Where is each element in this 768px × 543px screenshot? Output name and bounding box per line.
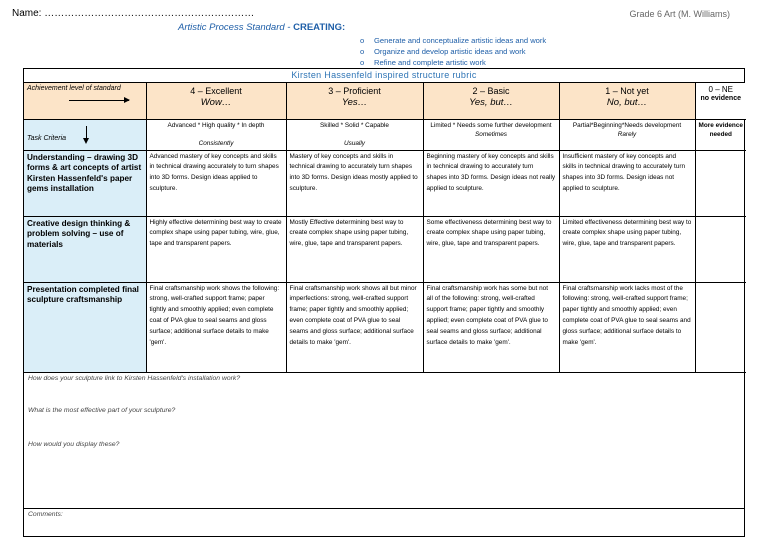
rubric-cell[interactable]: Final craftsmanship work shows all but minor imperfections: strong, well-crafted support frame; paper tightly and smoothly applied; even complete coat of PVA glue to seal seams and gloss surface; additional surface details to make 'gem'.	[286, 282, 423, 372]
frequency-text: Usually	[344, 140, 365, 148]
bullet-text: Refine and complete artistic work	[374, 58, 486, 67]
level-sub: Wow…	[200, 97, 232, 108]
bullet-glyph: o	[360, 47, 365, 56]
level-descriptor	[286, 119, 423, 150]
down-arrow-icon	[86, 126, 87, 142]
level-descriptor	[559, 119, 695, 150]
standard-suffix: :	[342, 22, 346, 33]
level-sub: No, but…	[606, 97, 648, 108]
level-header-proficient	[286, 83, 423, 119]
rubric-cell[interactable]: Insufficient mastery of key concepts and skills in technical drawing to accurately turn shapes into 3D forms. Design ideas not applied to sculpture.	[559, 150, 695, 216]
level-label: 0 – NE	[708, 85, 733, 94]
level-header-no-evidence	[695, 83, 746, 119]
criterion-understanding: Understanding – drawing 3D forms & art concepts of artist Kirsten Hassenfeld's paper gems installation	[24, 150, 146, 216]
comments-label: Comments:	[28, 510, 63, 518]
name-line	[12, 8, 254, 19]
rubric-cell[interactable]	[695, 216, 746, 282]
standard-heading	[178, 22, 345, 33]
bullet-glyph: o	[360, 36, 365, 45]
level-label: 4 – Excellent	[190, 86, 242, 96]
rubric-cell[interactable]: Final craftsmanship work lacks most of the following: strong, well-crafted support frame; paper tightly and smoothly applied; even complete coat of PVA glue to seal seams and gloss surface; additional surface details to make 'gem'.	[559, 282, 695, 372]
reflection-questions	[24, 373, 744, 508]
level-sub: Yes, but…	[469, 97, 513, 108]
rubric-cell[interactable]: Some effectiveness determining best way to create complex shape using paper tubing, wire, glue, tape and transparent papers.	[423, 216, 559, 282]
rubric-cell[interactable]: Beginning mastery of key concepts and skills in technical drawing to accurately turn shapes into 3D forms. Design ideas not really applied to sculpture.	[423, 150, 559, 216]
question-display[interactable]: How would you display these?	[28, 440, 120, 448]
level-header-not-yet	[559, 83, 695, 119]
question-link[interactable]: How does your sculpture link to Kirsten Hassenfeld's installation work?	[28, 374, 241, 382]
achievement-label: Achievement level of standard	[27, 85, 121, 92]
standard-bullets	[360, 35, 546, 68]
level-sub: Yes…	[341, 97, 368, 108]
rubric-cell[interactable]: Highly effective determining best way to create complex shape using paper tubing, wire, glue, tape and transparent papers.	[146, 216, 286, 282]
frequency-text: Consistently	[198, 140, 234, 148]
rubric-cell[interactable]: Mostly Effective determining best way to create complex shape using paper tubing, wire, glue, tape and transparent papers.	[286, 216, 423, 282]
level-label: 2 – Basic	[472, 86, 510, 96]
level-label: 1 – Not yet	[605, 86, 649, 96]
criterion-presentation: Presentation completed final sculpture craftsmanship	[24, 282, 146, 372]
bullet-item	[360, 46, 546, 57]
task-criteria-header	[24, 119, 146, 150]
name-label: Name:	[12, 8, 42, 19]
level-sub: no evidence	[700, 95, 741, 102]
task-criteria-label: Task Criteria	[27, 134, 67, 142]
descriptor-text: Advanced * High quality * In depth	[167, 121, 265, 129]
frequency-text: Sometimes	[475, 131, 507, 139]
level-header-basic	[423, 83, 559, 119]
descriptor-text: Limited * Needs some further development	[430, 121, 552, 129]
name-blank[interactable]: ………………………………………………………	[44, 8, 255, 19]
standard-bold: CREATING	[293, 22, 343, 33]
right-arrow-icon	[69, 100, 129, 101]
rubric-cell[interactable]: Mastery of key concepts and skills in technical drawing to accurately turn shapes into 3D forms. Design ideas mostly applied to sculpture.	[286, 150, 423, 216]
rubric-cell[interactable]: Advanced mastery of key concepts and skills in technical drawing accurately to turn shapes into 3D forms. Design ideas applied to sculpture.	[146, 150, 286, 216]
rubric-table	[23, 68, 745, 537]
standard-prefix: Artistic Process Standard -	[178, 22, 294, 33]
rubric-cell[interactable]: Limited effectiveness determining best way to create complex shape using paper tubing, wire, glue, tape and transparent papers.	[559, 216, 695, 282]
frequency-text: Rarely	[617, 131, 637, 139]
no-evidence-descriptor: More evidence needed	[695, 119, 746, 150]
bullet-glyph: o	[360, 58, 365, 67]
level-header-excellent	[146, 83, 286, 119]
rubric-cell[interactable]: Final craftsmanship work has some but not all of the following: strong, well-crafted support frame; paper tightly and smoothly applied; even complete coat of PVA glue to seal seams and gloss surface; additional surface details to make 'gem'.	[423, 282, 559, 372]
comments-box[interactable]	[24, 508, 744, 536]
bullet-text: Generate and conceptualize artistic ideas and work	[374, 36, 547, 45]
bullet-item	[360, 35, 546, 46]
bullet-item	[360, 57, 546, 68]
level-descriptor	[423, 119, 559, 150]
question-effective-part[interactable]: What is the most effective part of your sculpture?	[28, 406, 176, 414]
achievement-level-header	[24, 83, 146, 119]
level-label: 3 – Proficient	[328, 86, 381, 96]
bullet-text: Organize and develop artistic ideas and work	[374, 47, 526, 56]
grade-label: Grade 6 Art (M. Williams)	[629, 9, 730, 19]
rubric-cell[interactable]: Final craftsmanship work shows the following: strong, well-crafted support frame; paper tightly and smoothly applied; even complete coat of PVA glue to seal seams and gloss surface; additional surface details to make 'gem'.	[146, 282, 286, 372]
rubric-cell[interactable]	[695, 282, 746, 372]
rubric-cell[interactable]	[695, 150, 746, 216]
criterion-creative-design: Creative design thinking & problem solving – use of materials	[24, 216, 146, 282]
rubric-title: Kirsten Hassenfeld inspired structure rubric	[24, 69, 744, 83]
descriptor-text: Partial*Beginning*Needs development	[572, 121, 682, 129]
descriptor-text: Skilled * Solid * Capable	[320, 121, 389, 129]
level-descriptor	[146, 119, 286, 150]
